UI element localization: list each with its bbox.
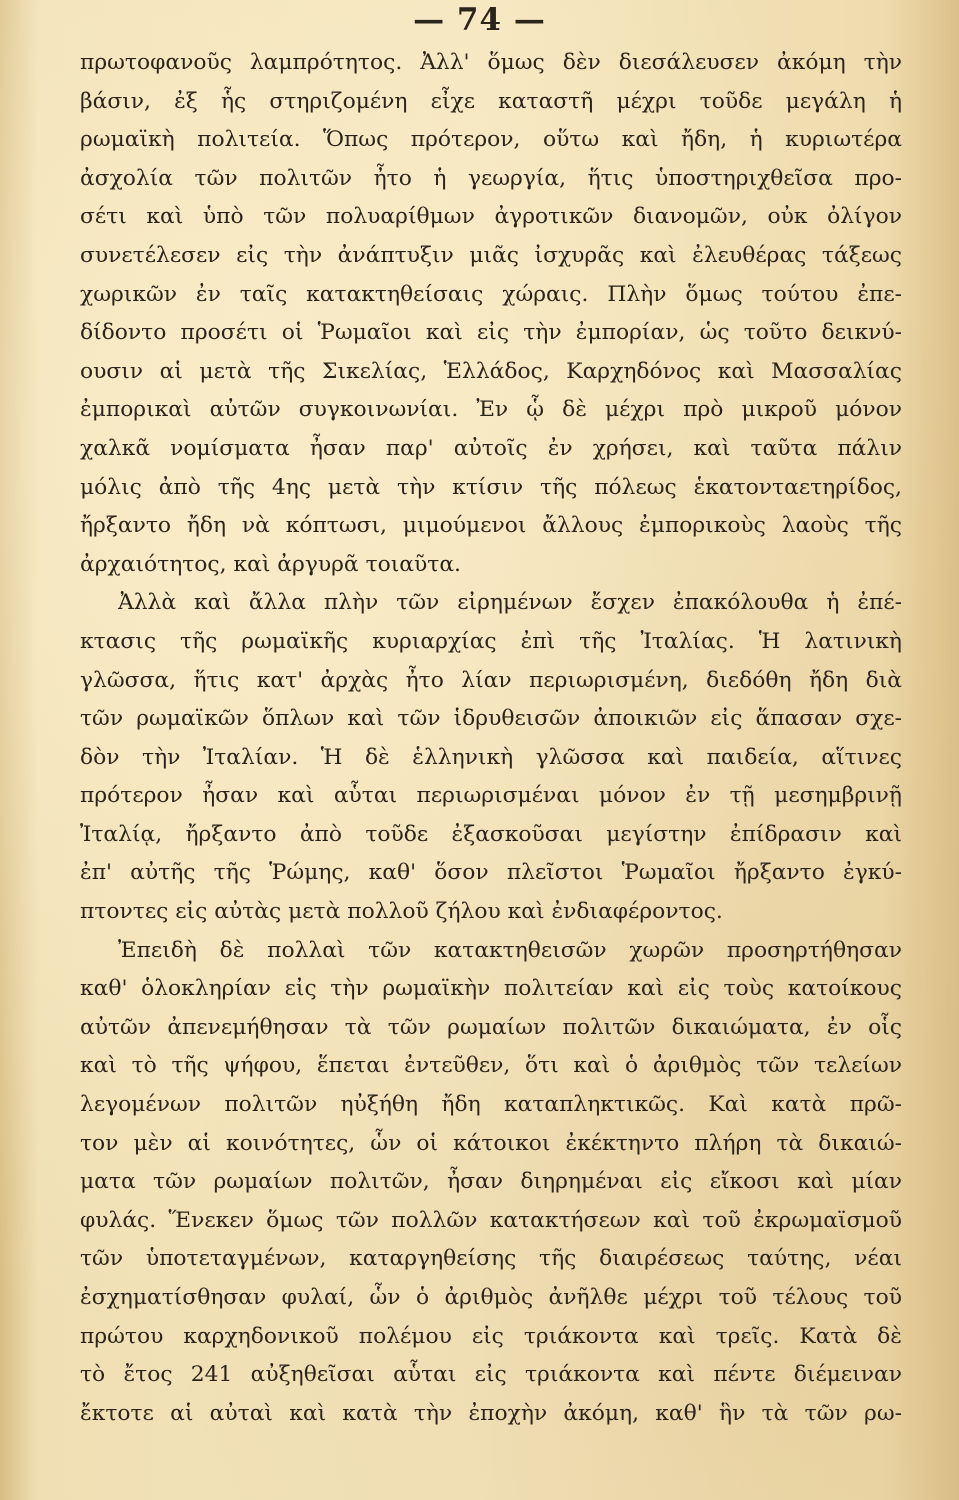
text-line: τῶν ρωμαϊκῶν ὅπλων καὶ τῶν ἱδρυθεισῶν ἀποικιῶν εἰς ἅπασαν σχε- [80, 706, 902, 732]
text-line: ἐμπορικαὶ αὐτῶν συγκοινωνίαι. Ἐν ᾧ δὲ μέχρι πρὸ μικροῦ μόνον [80, 397, 902, 423]
text-line: ἀρχαιότητος, καὶ ἀργυρᾶ τοιαῦτα. [80, 551, 461, 577]
text-line: ρωμαϊκὴ πολιτεία. Ὅπως πρότερον, οὕτω καὶ ἤδη, ἡ κυριωτέρα [80, 127, 902, 153]
text-line: φυλάς. Ἕνεκεν ὅμως τῶν πολλῶν κατακτήσεων καὶ τοῦ ἐκρωμαϊσμοῦ [80, 1207, 902, 1233]
text-line: Ἀλλὰ καὶ ἄλλα πλὴν τῶν εἰρημένων ἔσχεν ἐπακόλουθα ἡ ἐπέ- [118, 590, 902, 616]
text-line: ἐπ' αὐτῆς τῆς Ῥώμης, καθ' ὅσον πλεῖστοι Ῥωμαῖοι ἤρξαντο ἐγκύ- [80, 860, 902, 886]
text-line: χαλκᾶ νομίσματα ἦσαν παρ' αὐτοῖς ἐν χρήσει, καὶ ταῦτα πάλιν [80, 435, 902, 461]
text-line: αὐτῶν ἀπενεμήθησαν τὰ τῶν ρωμαίων πολιτῶν δικαιώματα, ἐν οἷς [80, 1014, 902, 1040]
text-line: κτασις τῆς ρωμαϊκῆς κυριαρχίας ἐπὶ τῆς Ἰταλίας. Ἡ λατινικὴ [80, 628, 902, 654]
text-line: τῶν ὑποτεταγμένων, καταργηθείσης τῆς διαιρέσεως ταύτης, νέαι [80, 1246, 902, 1272]
text-line: δὸν τὴν Ἰταλίαν. Ἡ δὲ ἑλληνικὴ γλῶσσα καὶ παιδεία, αἵτινες [80, 744, 902, 770]
text-line: τον μὲν αἱ κοινότητες, ὧν οἱ κάτοικοι ἐκέκτηντο πλήρη τὰ δικαιώ- [80, 1130, 902, 1156]
text-line: τὸ ἔτος 241 αὐξηθεῖσαι αὗται εἰς τριάκοντα καὶ πέντε διέμειναν [80, 1362, 902, 1388]
text-line: σέτι καὶ ὑπὸ τῶν πολυαρίθμων ἀγροτικῶν διανομῶν, οὐκ ὀλίγον [80, 204, 902, 230]
text-line: πρότερον ἦσαν καὶ αὗται περιωρισμέναι μόνον ἐν τῇ μεσημβρινῇ [80, 783, 902, 809]
text-line: δίδοντο προσέτι οἱ Ῥωμαῖοι καὶ εἰς τὴν ἐμπορίαν, ὡς τοῦτο δεικνύ- [80, 320, 902, 346]
text-line: ἤρξαντο ἤδη νὰ κόπτωσι, μιμούμενοι ἄλλους ἐμπορικοὺς λαοὺς τῆς [80, 513, 902, 539]
text-line: ουσιν αἱ μετὰ τῆς Σικελίας, Ἑλλάδος, Καρχηδόνος καὶ Μασσαλίας [80, 358, 902, 384]
text-line: ἐσχηματίσθησαν φυλαί, ὧν ὁ ἀριθμὸς ἀνῆλθε μέχρι τοῦ τέλους τοῦ [80, 1285, 902, 1310]
page-number: — 74 — [413, 2, 546, 38]
text-line: χωρικῶν ἐν ταῖς κατακτηθείσαις χώραις. Πλὴν ὅμως τούτου ἐπε- [80, 281, 902, 307]
text-line: ἔκτοτε αἱ αὐταὶ καὶ κατὰ τὴν ἐποχὴν ἀκόμη, καθ' ἣν τὰ τῶν ρω- [80, 1400, 902, 1426]
text-line: λεγομένων πολιτῶν ηὐξήθη ἤδη καταπληκτικῶς. Καὶ κατὰ πρῶ- [80, 1092, 902, 1118]
text-line: πτοντες εἰς αὐτὰς μετὰ πολλοῦ ζήλου καὶ ἐνδιαφέροντος. [80, 899, 723, 925]
text-line: μόλις ἀπὸ τῆς 4ης μετὰ τὴν κτίσιν τῆς πόλεως ἑκατονταετηρίδος, [80, 474, 902, 500]
text-line: καθ' ὁλοκληρίαν εἰς τὴν ρωμαϊκὴν πολιτείαν καὶ εἰς τοὺς κατοίκους [80, 976, 902, 1002]
text-line: ἀσχολία τῶν πολιτῶν ἦτο ἡ γεωργία, ἥτις ὑποστηριχθεῖσα προ- [80, 165, 902, 191]
text-line: γλῶσσα, ἥτις κατ' ἀρχὰς ἦτο λίαν περιωρισμένη, διεδόθη ἤδη διὰ [80, 667, 902, 693]
text-body [80, 44, 902, 1433]
text-line: συνετέλεσεν εἰς τὴν ἀνάπτυξιν μιᾶς ἰσχυρᾶς καὶ ἐλευθέρας τάξεως [80, 242, 902, 268]
text-line: Ἐπειδὴ δὲ πολλαὶ τῶν κατακτηθεισῶν χωρῶν προσηρτήθησαν [118, 937, 902, 963]
text-line: βάσιν, ἐξ ἧς στηριζομένη εἶχε καταστῆ μέχρι τοῦδε μεγάλη ἡ [80, 88, 902, 114]
text-line: πρωτοφανοῦς λαμπρότητος. Ἀλλ' ὅμως δὲν διεσάλευσεν ἀκόμη τὴν [80, 50, 902, 75]
text-line: Ἰταλίᾳ, ἤρξαντο ἀπὸ τοῦδε ἐξασκοῦσαι μεγίστην ἐπίδρασιν καὶ [80, 821, 902, 847]
text-line: πρώτου καρχηδονικοῦ πολέμου εἰς τριάκοντα καὶ τρεῖς. Κατὰ δὲ [80, 1323, 902, 1349]
text-line: καὶ τὸ τῆς ψήφου, ἕπεται ἐντεῦθεν, ὅτι καὶ ὁ ἀριθμὸς τῶν τελείων [80, 1053, 902, 1079]
text-line: ματα τῶν ρωμαίων πολιτῶν, ἦσαν διηρημέναι εἰς εἴκοσι καὶ μίαν [80, 1169, 902, 1195]
